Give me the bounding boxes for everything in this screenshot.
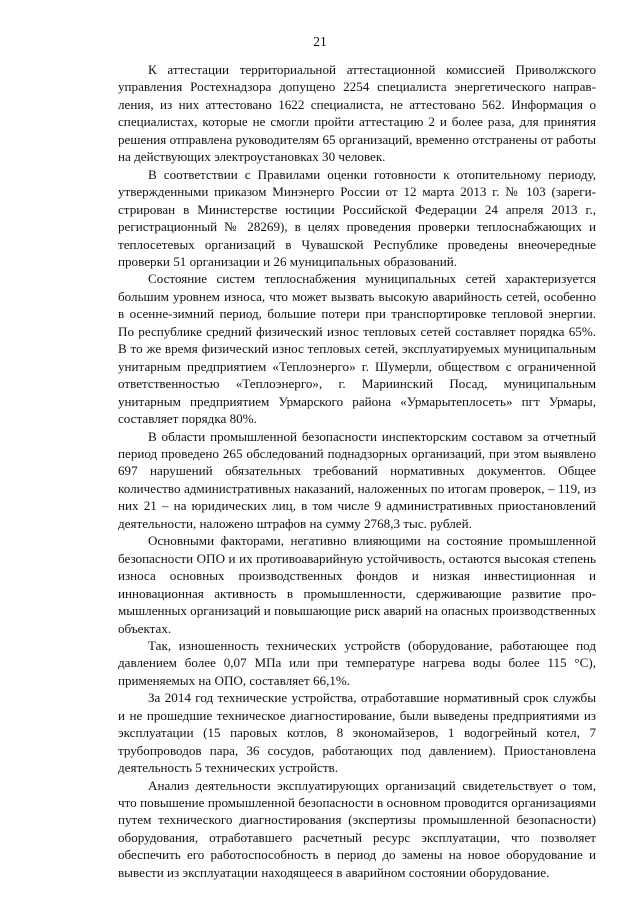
paragraph-negative-factors: Основными факторами, негативно влияющими на состояние промышленной безопасности ОПО и их противоаварийную устойчивость, остаются высокая степень износа основных производственных фондов и низкая инвестиционная и инновационная активность в промышленности, сдерживающие развитие промышленных организаций и повышающие риск аварий на опасных производственных объектах. bbox=[118, 533, 596, 636]
paragraph-equipment-wear: Так, изношенность технических устройств (оборудование, работающее под давлением более 0,07 МПа или при температуре нагрева воды более 115 °С), применяемых на ОПО, составляет 66,1%. bbox=[118, 637, 596, 688]
body-text bbox=[118, 61, 596, 881]
paragraph-heating-readiness: В соответствии с Правилами оценки готовности к отопительному периоду, утвержденными приказом Минэнерго России от 12 марта 2013 г. № 103 (зарегистрирован в Министерстве юстиции Российской Федерации 24 апреля 2013 г., регистрационный № 28269), в целях проведения проверки теплоснабжающих и теплосетевых организаций в Чувашской Республике проведены внеочередные проверки 51 организации и 26 муниципальных образований. bbox=[118, 166, 596, 269]
paragraph-decommissioned-equipment: За 2014 год технические устройства, отработавшие нормативный срок службы и не прошедшие техническое диагностирование, были выведены предприятиями из эксплуатации (15 паровых котлов, 8 экономайзеров, 1 водогрейный котел, 7 трубопроводов пара, 36 сосудов, работающих под давлением). Приостановлена деятельность 5 технических устройств. bbox=[118, 690, 596, 776]
paragraph-attestation: К аттестации территориальной аттестационной комиссией Приволжского управления Ростехнадзора допущено 2254 специалиста энергетического направления, из них аттестовано 1622 специалиста, не аттестовано 562. Информация о специалистах, которые не смогли пройти аттестацию 2 и более раза, для принятия решения отправлена руководителям 65 организаций, временно отстранены от работы на действующих электроустановках 30 человек. bbox=[118, 62, 596, 165]
paragraph-technical-diagnostics: Анализ деятельности эксплуатирующих организаций свидетельствует о том, что повышение промышленной безопасности в основном проводится организациями путем технического диагностирования (экспертизы промышленной безопасности) оборудования, отработавшего расчетный ресурс эксплуатации, что позволяет обеспечить его работоспособность в период до замены на новое оборудование и вывести из эксплуатации находящееся в аварийном состоянии оборудование. bbox=[118, 777, 596, 880]
paragraph-industrial-safety-inspections: В области промышленной безопасности инспекторским составом за отчетный период проведено 265 обследований поднадзорных организаций, при этом выявлено 697 нарушений обязательных требований нормативных документов. Общее количество административных наказаний, наложенных по итогам проверок, – 119, из них 21 – на юридических лиц, в том числе 9 административных приостановлений деятельности, наложено штрафов на сумму 2768,3 тыс. рублей. bbox=[118, 428, 596, 531]
paragraph-heat-networks-wear: Состояние систем теплоснабжения муниципальных сетей характеризуется большим уровнем износа, что может вызвать высокую аварийность сетей, особенно в осенне-зимний период, большие потери при транспортировке тепловой энергии. По республике средний физический износ тепловых сетей составляет порядка 65%. В то же время физический износ тепловых сетей, эксплуатируемых муниципальным унитарным предприятием «Теплоэнерго» г. Шумерли, обществом с ограниченной ответственностью «Теплоэнерго», г. Мариинский Посад, муниципальным унитарным предприятием Урмарского района «Урмарытеплосеть» пгт Урмары, составляет порядка 80%. bbox=[118, 271, 596, 427]
page-number: 21 bbox=[313, 34, 327, 49]
